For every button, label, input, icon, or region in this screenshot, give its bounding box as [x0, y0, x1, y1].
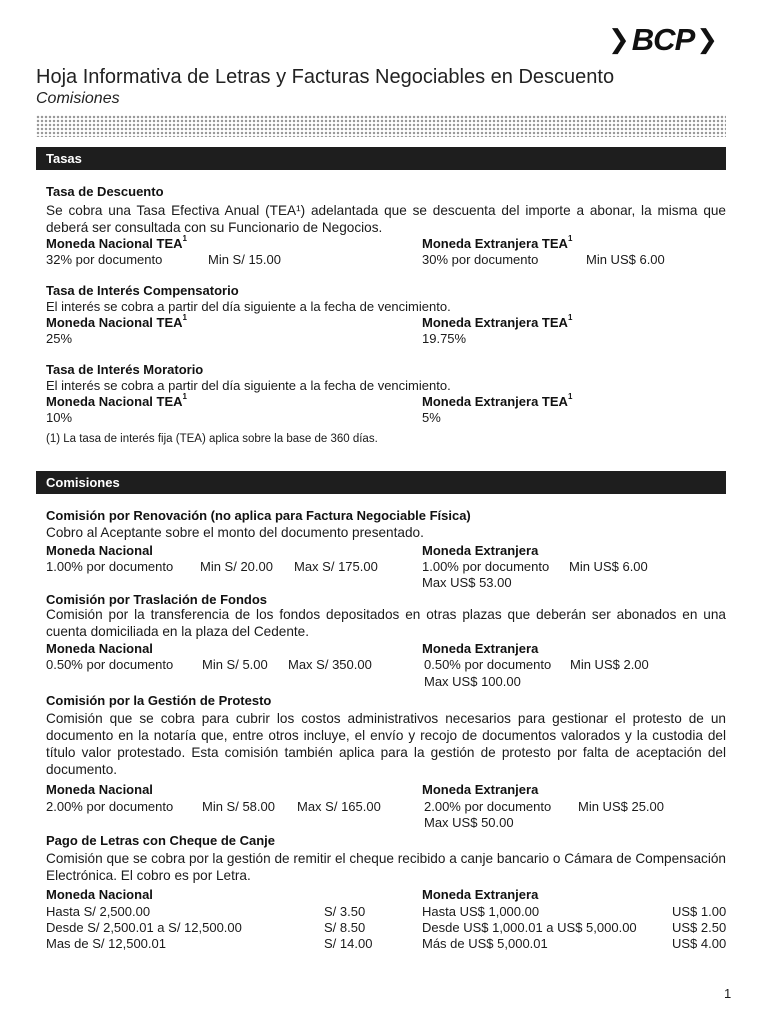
- tasa-descuento-mn-label: Moneda Nacional TEA$^1$: [46, 234, 187, 251]
- tasa-descuento-me-label: Moneda Extranjera TEA$^1$: [422, 234, 573, 251]
- tasa-compensatorio-mn-label: Moneda Nacional TEA$^1$: [46, 313, 187, 330]
- tasa-descuento-description: Se cobra una Tasa Efectiva Anual (TEA¹) adelantada que se descuenta del importe a abonar, la misma que deberá ser consultada con su Funcionario de Negocios.: [46, 203, 726, 235]
- document-title: Hoja Informativa de Letras y Facturas Negociables en Descuento: [36, 66, 615, 88]
- dotted-divider: [36, 115, 726, 137]
- tasa-descuento-mn-value: 32% por documento: [46, 252, 163, 267]
- comision-renovacion-me-label: Moneda Extranjera: [422, 543, 539, 558]
- tasa-compensatorio-description: El interés se cobra a partir del día siguiente a la fecha de vencimiento.: [46, 299, 451, 314]
- tasa-moratorio-description: El interés se cobra a partir del día siguiente a la fecha de vencimiento.: [46, 378, 451, 393]
- comision-protesto-mn-min: Min S/ 58.00: [202, 799, 275, 814]
- comision-protesto-me-value: 2.00% por documento: [424, 799, 552, 814]
- canje-me-range: Desde US$ 1,000.01 a US$ 5,000.00: [422, 920, 637, 935]
- canje-me-fee: US$ 4.00: [672, 936, 727, 951]
- comision-protesto-me-min: Min US$ 25.00: [578, 799, 664, 814]
- canje-me-range: Hasta US$ 1,000.00: [422, 904, 540, 919]
- comision-protesto-me-label: Moneda Extranjera: [422, 782, 539, 797]
- tasa-moratorio-me-label: Moneda Extranjera TEA$^1$: [422, 392, 573, 409]
- comision-renovacion-mn-label: Moneda Nacional: [46, 543, 153, 558]
- comision-protesto-mn-max: Max S/ 165.00: [297, 799, 381, 814]
- tasa-moratorio-mn-label: Moneda Nacional TEA$^1$: [46, 392, 187, 409]
- document-subtitle: Comisiones: [36, 90, 120, 107]
- tasa-descuento-title: Tasa de Descuento: [46, 184, 164, 199]
- tasa-compensatorio-mn-value: 25%: [46, 331, 73, 346]
- comision-traslacion-mn-value: 0.50% por documento: [46, 657, 174, 672]
- tasa-descuento-me-min: Min US$ 6.00: [586, 252, 665, 267]
- canje-mn-fee: S/ 8.50: [324, 920, 366, 935]
- comision-traslacion-mn-min: Min S/ 5.00: [202, 657, 268, 672]
- canje-me-fee: US$ 2.50: [672, 920, 727, 935]
- comision-protesto-description: Comisión que se cobra para cubrir los costos administrativos necesarios para gestionar el protesto de un documento en la notaría que, entre otros incluye, el envío y recojo de documentos valorados y la custodia del título valor protestado. Esta comisión también aplica para la gestión de protesto por falta de aceptación del documento.: [46, 711, 726, 777]
- tasas-footnote: (1) La tasa de interés fija (TEA) aplica sobre la base de 360 días.: [46, 433, 378, 445]
- comision-protesto-title: Comisión por la Gestión de Protesto: [46, 693, 272, 708]
- comision-renovacion-description: Cobro al Aceptante sobre el monto del documento presentado.: [46, 525, 424, 540]
- comision-renovacion-mn-max: Max S/ 175.00: [294, 559, 378, 574]
- canje-mn-fee: S/ 14.00: [324, 936, 373, 951]
- comision-traslacion-me-max: Max US$ 100.00: [424, 674, 521, 689]
- comision-renovacion-mn-value: 1.00% por documento: [46, 559, 174, 574]
- canje-me-fee: US$ 1.00: [672, 904, 727, 919]
- comision-traslacion-me-min: Min US$ 2.00: [570, 657, 649, 672]
- tasa-compensatorio-me-value: 19.75%: [422, 331, 467, 346]
- comision-renovacion-me-value: 1.00% por documento: [422, 559, 550, 574]
- comision-traslacion-me-value: 0.50% por documento: [424, 657, 552, 672]
- comision-protesto-me-max: Max US$ 50.00: [424, 815, 514, 830]
- comision-traslacion-description: Comisión por la transferencia de los fondos depositados en otras plazas que deberán ser abonados en una cuenta domiciliada en la plaza del Cedente.: [46, 607, 726, 639]
- comision-renovacion-mn-min: Min S/ 20.00: [200, 559, 273, 574]
- tasa-moratorio-mn-value: 10%: [46, 410, 73, 425]
- section-bar-comisiones: Comisiones: [36, 471, 726, 494]
- comision-protesto-mn-value: 2.00% por documento: [46, 799, 174, 814]
- comision-traslacion-mn-label: Moneda Nacional: [46, 641, 153, 656]
- page-number: 1: [724, 986, 732, 1001]
- canje-mn-range: Hasta S/ 2,500.00: [46, 904, 151, 919]
- comision-protesto-mn-label: Moneda Nacional: [46, 782, 153, 797]
- chevron-right-icon: ❯: [608, 24, 630, 55]
- tasa-descuento-mn-min: Min S/ 15.00: [208, 252, 281, 267]
- comision-traslacion-title: Comisión por Traslación de Fondos: [46, 592, 268, 607]
- comision-renovacion-title: Comisión por Renovación (no aplica para Factura Negociable Física): [46, 508, 471, 523]
- canje-mn-range: Desde S/ 2,500.01 a S/ 12,500.00: [46, 920, 242, 935]
- canje-me-range: Más de US$ 5,000.01: [422, 936, 548, 951]
- logo-text: BCP: [631, 22, 695, 57]
- comision-renovacion-me-max: Max US$ 53.00: [422, 575, 512, 590]
- canje-mn-fee: S/ 3.50: [324, 904, 366, 919]
- tasa-compensatorio-me-label: Moneda Extranjera TEA$^1$: [422, 313, 573, 330]
- tasa-moratorio-title: Tasa de Interés Moratorio: [46, 362, 204, 377]
- chevron-right-icon: ❯: [696, 24, 719, 55]
- comision-traslacion-me-label: Moneda Extranjera: [422, 641, 539, 656]
- canje-mn-label: Moneda Nacional: [46, 887, 153, 902]
- canje-mn-range: Mas de S/ 12,500.01: [46, 936, 166, 951]
- canje-title: Pago de Letras con Cheque de Canje: [46, 833, 275, 848]
- tasa-compensatorio-title: Tasa de Interés Compensatorio: [46, 283, 239, 298]
- comision-renovacion-me-min: Min US$ 6.00: [569, 559, 648, 574]
- canje-description: Comisión que se cobra por la gestión de remitir el cheque recibido a canje bancario o Cámara de Compensación Electrónica. El cobro es por Letra.: [46, 851, 726, 883]
- bcp-logo: [608, 24, 718, 55]
- tasa-descuento-me-value: 30% por documento: [422, 252, 539, 267]
- comision-traslacion-mn-max: Max S/ 350.00: [288, 657, 372, 672]
- tasa-moratorio-me-value: 5%: [422, 410, 441, 425]
- section-bar-tasas: Tasas: [36, 147, 726, 170]
- canje-me-label: Moneda Extranjera: [422, 887, 539, 902]
